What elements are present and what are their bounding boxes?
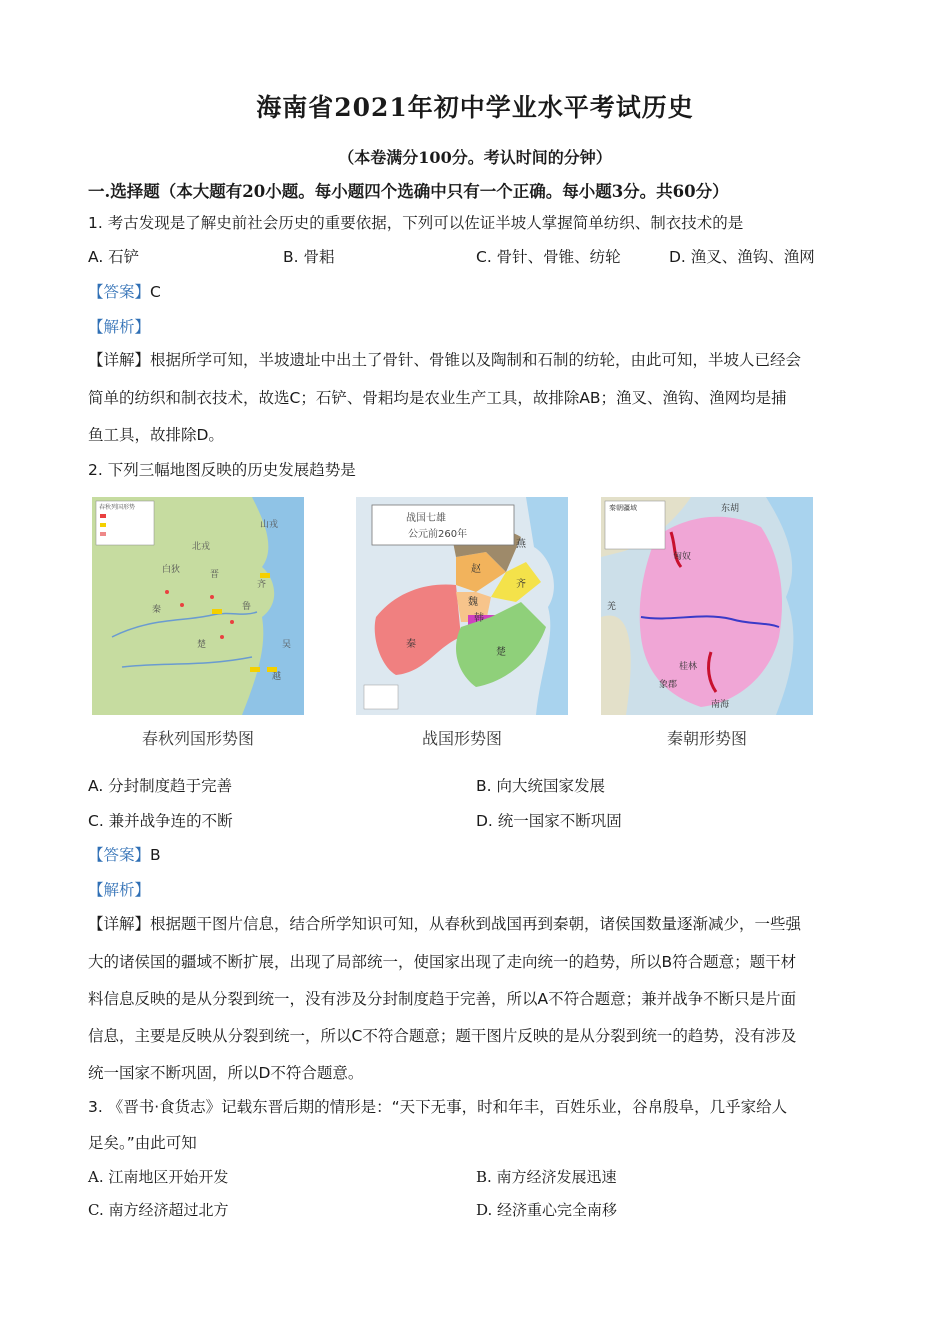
answer-tag: 【答案】 (88, 846, 151, 864)
map-warring-states (356, 497, 568, 715)
map3-label-xiongnu: 匈奴 (673, 552, 692, 562)
map1-label-jin: 晋 (210, 570, 220, 580)
q1-answer (88, 282, 161, 302)
q2-detail-line-1 (88, 914, 801, 934)
map2-year: 公元前260年 (408, 529, 468, 540)
detail-tag: 【详解】 (88, 351, 151, 369)
map3-label-nanhai: 南海 (711, 700, 730, 710)
map3-label-xiangjun: 象郡 (659, 680, 678, 690)
map1-label-yue: 越 (272, 672, 282, 682)
q3-stem-line-1: 3. 《晋书·食货志》记载东晋后期的情形是：“天下无事，时和年丰，百姓乐业，谷帛殷阜，几乎家给人 (88, 1098, 788, 1116)
q2-detail-line-2: 大的诸侯国的疆域不断扩展，出现了局部统一，使国家出现了走向统一的趋势，所以B符合题意；题干材 (88, 953, 797, 971)
answer-tag: 【答案】 (88, 283, 151, 301)
answer-value: B (150, 846, 161, 864)
map2-label-han: 韩 (474, 613, 484, 624)
map1-legend-title: 春秋列国形势 (99, 504, 136, 511)
answer-value: C (150, 283, 161, 301)
q3-option-c: C. 南方经济超过北方 (88, 1201, 229, 1219)
q3-stem-line-2: 足矣。”由此可知 (88, 1134, 197, 1152)
caption-warring-states: 战国形势图 (421, 729, 502, 748)
map1-label-qi: 齐 (257, 580, 267, 590)
map-qin-dynasty (601, 497, 813, 715)
q1-option-c: C. 骨针、骨锥、纺轮 (476, 248, 621, 266)
map2-label-zhao: 赵 (471, 564, 481, 575)
map2-label-qin: 秦 (406, 639, 416, 650)
q2-option-a: A. 分封制度趋于完善 (88, 777, 233, 795)
q1-option-b: B. 骨耜 (283, 248, 335, 266)
map1-label-wu: 吴 (282, 640, 292, 650)
q2-stem: 2. 下列三幅地图反映的历史发展趋势是 (88, 461, 356, 479)
q2-answer (88, 845, 161, 865)
map1-label-chu: 楚 (197, 640, 207, 650)
q1-option-a: A. 石铲 (88, 248, 140, 266)
caption-spring-autumn: 春秋列国形势图 (141, 729, 254, 748)
map2-label-chu: 楚 (496, 647, 506, 658)
q1-detail-line-1 (88, 350, 801, 370)
q2-analysis-tag: 【解析】 (88, 881, 151, 899)
q1-stem: 1. 考古发现是了解史前社会历史的重要依据，下列可以佐证半坡人掌握简单纺织、制衣技术的是 (88, 214, 744, 232)
map2-label-wei: 魏 (468, 597, 478, 608)
map3-label-qiang: 羌 (607, 602, 617, 612)
detail-text: 根据题干图片信息，结合所学知识可知，从春秋到战国再到秦朝，诸侯国数量逐渐减少，一些强 (150, 915, 802, 933)
map1-label-beirong: 北戎 (192, 542, 211, 552)
detail-tag: 【详解】 (88, 915, 151, 933)
page-subtitle: （本卷满分100分。考认时间的分钟） (338, 148, 612, 167)
q1-detail-line-3: 鱼工具，故排除D。 (88, 426, 224, 444)
q2-option-b: B. 向大统国家发展 (476, 777, 605, 795)
map-spring-autumn (92, 497, 304, 715)
q2-detail-line-3: 料信息反映的是从分裂到统一，没有涉及分封制度趋于完善，所以A不符合题意；兼并战争不断只是片面 (88, 990, 797, 1008)
caption-qin-dynasty: 秦朝形势图 (666, 729, 747, 748)
map2-label-qi: 齐 (516, 579, 526, 590)
map3-legend-title: 秦朝疆域 (609, 504, 637, 512)
q2-detail-line-4: 信息，主要是反映从分裂到统一，所以C不符合题意；题干图片反映的是从分裂到统一的趋势，没有涉及 (88, 1027, 797, 1045)
q3-option-b: B. 南方经济发展迅速 (476, 1168, 617, 1186)
q2-option-c: C. 兼并战争连的不断 (88, 812, 233, 830)
q1-detail-line-2: 简单的纺织和制衣技术，故选C；石铲、骨耜均是农业生产工具，故排除AB；渔叉、渔钩、渔网均是捕 (88, 389, 787, 407)
map1-label-shanrong: 山戎 (260, 520, 279, 530)
map2-label-yan: 燕 (516, 539, 526, 550)
map1-label-lu: 鲁 (242, 602, 252, 612)
section-heading: 一.选择题（本大题有20小题。每小题四个选确中只有一个正确。每小题3分。共60分） (88, 182, 729, 201)
detail-text: 根据所学可知，半坡遗址中出土了骨针、骨锥以及陶制和石制的纺轮，由此可知，半坡人已经会 (150, 351, 802, 369)
q3-option-d: D. 经济重心完全南移 (476, 1201, 618, 1219)
q1-option-d: D. 渔叉、渔钩、渔网 (669, 248, 815, 266)
q2-detail-line-5: 统一国家不断巩固，所以D不符合题意。 (88, 1064, 364, 1082)
map1-label-baidi: 白狄 (162, 565, 181, 575)
map1-label-qin: 秦 (152, 605, 162, 615)
map2-title: 战国七雄 (406, 513, 446, 524)
q2-option-d: D. 统一国家不断巩固 (476, 812, 622, 830)
map3-label-guilin: 桂林 (679, 662, 698, 672)
q1-analysis-tag: 【解析】 (88, 318, 151, 336)
page-title: 海南省2021年初中学业水平考试历史 (256, 93, 694, 122)
q3-option-a: A. 江南地区开始开发 (88, 1168, 229, 1186)
map3-label-donghu: 东胡 (721, 504, 740, 514)
